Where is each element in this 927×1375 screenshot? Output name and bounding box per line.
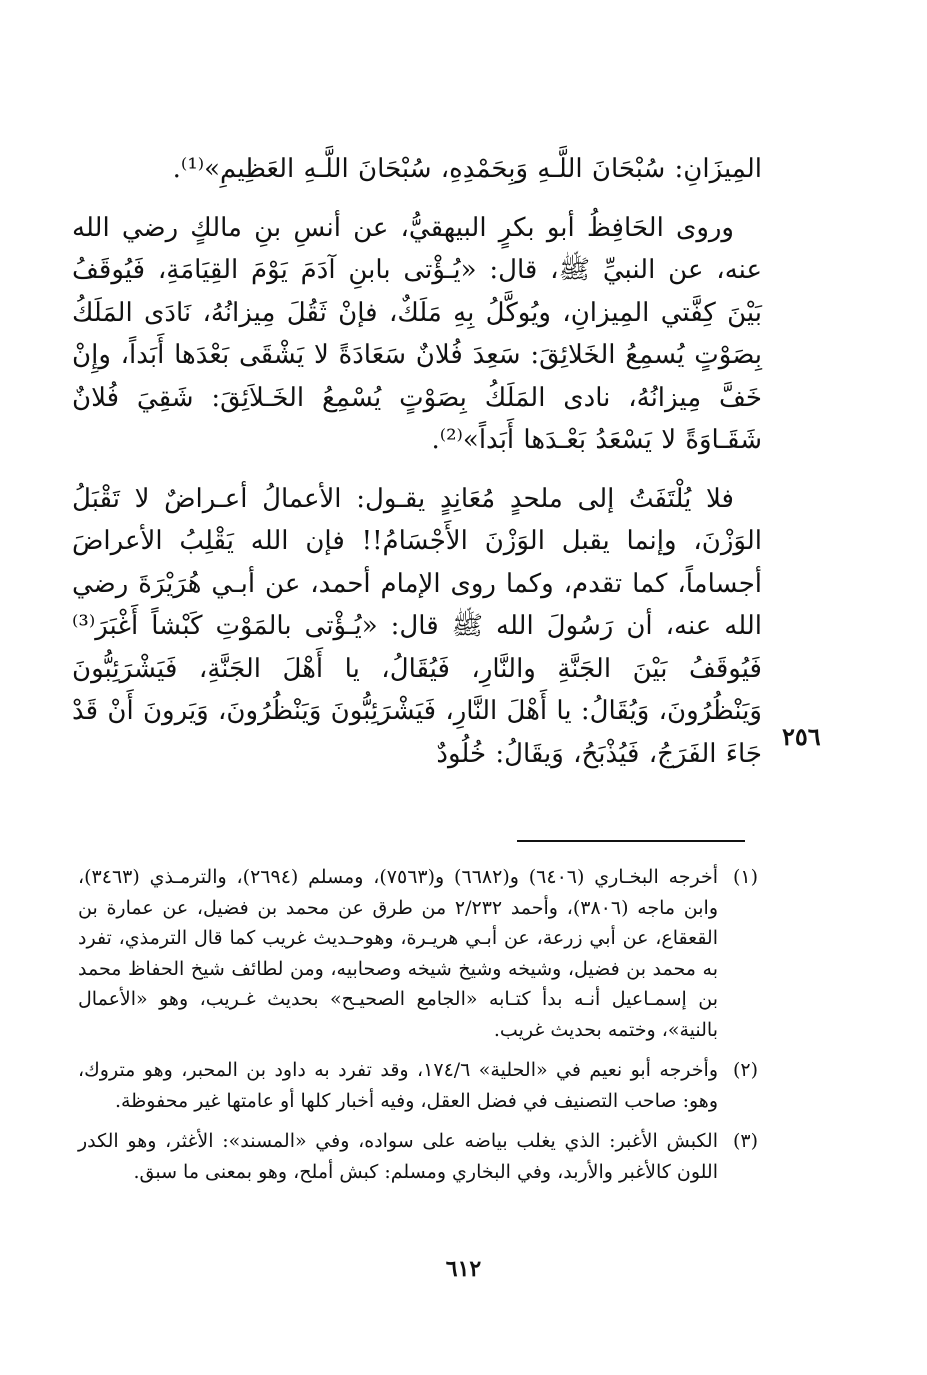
- footnote-item: [78, 862, 758, 1045]
- footnote-item: [78, 1055, 758, 1116]
- footnotes: [78, 862, 758, 1197]
- footnote-separator: [517, 840, 745, 842]
- footnote-item: [78, 1126, 758, 1187]
- paragraph-bayhaqi-hadith: وروى الحَافِظُ أبو بكرٍ البيهقيُّ، عن أنسِ بنِ مالكٍ رضي الله عنه، عن النبيِّ ﷺ، قال: «يُـؤْتى بابنِ آدَمَ يَوْمَ القِيَامَةِ، فَيُوقَفُ بَيْنَ كِفَّتي المِيزانِ، ويُوكَّلُ بِهِ مَلَكٌ، فإنْ ثَقُلَ مِيزانُهُ، نَادَى المَلَكُ بِصَوْتٍ يُسمِعُ الخَلائِقَ: سَعِدَ فُلانٌ سَعَادَةً لا يَشْقَى بَعْدَها أَبَداً، وإِنْ خَفَّ مِيزانُهُ، نادى المَلَكُ بِصَوْتٍ يُسْمِعُ الخَـلاَئِقَ: شَقِيَ فُلانٌ شَقَـاوَةً لا يَسْعَدُ بَعْـدَها أَبَداً»⁽²⁾.: [72, 212, 762, 455]
- footnote-number: (٢): [732, 1059, 758, 1081]
- footnote-text: وأخرجه أبو نعيم في «الحلية» ١٧٤/٦، وقد تفرد به داود بن المحبر، وهو متروك، وهو: صاحب التصنيف في فضل العقل، وفيه أخبار كلها أو عامتها غير محفوظة.: [78, 1059, 718, 1112]
- footnote-text: أخرجه البخـاري (٦٤٠٦) و(٦٦٨٢) و(٧٥٦٣)، ومسلم (٢٦٩٤)، والترمـذي (٣٤٦٣)، وابن ماجه (٣٨٠٦)، وأحمد ٢/٢٣٢ من طرق عن محمد بن فضيل، عن عمارة بن القعقاع، عن أبي زرعة، عن أبـي هريـرة، وهوحـديث غريب كما قال الترمذي، تفرد به محمد بن فضيل، وشيخه وشيخ شيخه وصحابيه، ومن لطائف شيخ الحفاظ محمد بن إسمـاعيل أنـه بدأ كتـابه «الجامع الصحيـح» بحديث غـريب، وهو «الأعمال بالنية»، وختمه بحديث غريب.: [78, 866, 719, 1041]
- paragraph-ahmad-hadith: فلا يُلْتَفَتُ إلى ملحدٍ مُعَانِدٍ يقـول: الأعمالُ أعـراضٌ لا تَقْبَلُ الوَزْنَ، وإنما يقبل الوَزْنَ الأَجْسَامُ!! فإن الله يَقْلِبُ الأعراضَ أجساماً، كما تقدم، وكما روى الإمام أحمد، عن أبـي هُرَيْرَةَ رضي الله عنه، أن رَسُولَ الله ﷺ قال: «يُـؤْتى بالمَوْتِ كَبْشاً أَغْبَرَ⁽³⁾ فَيُوقَفُ بَيْنَ الجَنَّةِ والنَّارِ، فَيُقَالُ، يا أَهْلَ الجَنَّةِ، فَيَشْرَئِبُّونَ وَيَنْظُرُونَ، وَيُقَالُ: يا أَهْلَ النَّارِ، فَيَشْرَئِبُّونَ وَيَنْظُرُونَ، وَيَرونَ أَنْ قَدْ جَاءَ الفَرَجُ، فَيُذْبَحُ، وَيقَالُ: خُلُودٌ: [72, 483, 762, 769]
- main-text: [72, 148, 762, 791]
- footnote-number: (٣): [732, 1130, 758, 1152]
- footnote-number: (١): [732, 866, 758, 888]
- footnote-text: الكبش الأغبر: الذي يغلب بياضه على سواده، وفي «المسند»: الأغثر، وهو الكدر اللون كالأغبر والأربد، وفي البخاري ومسلم: كبش أملح، وهو بمعنى ما سبق.: [78, 1130, 718, 1183]
- page-number: ٦١٢: [445, 1256, 482, 1282]
- margin-reference-number: ٢٥٦: [782, 722, 821, 751]
- paragraph-continuation: المِيزَانِ: سُبْحَانَ اللَّـهِ وَبِحَمْدِهِ، سُبْحَانَ اللَّـهِ العَظِيمِ»⁽¹⁾.: [172, 154, 762, 184]
